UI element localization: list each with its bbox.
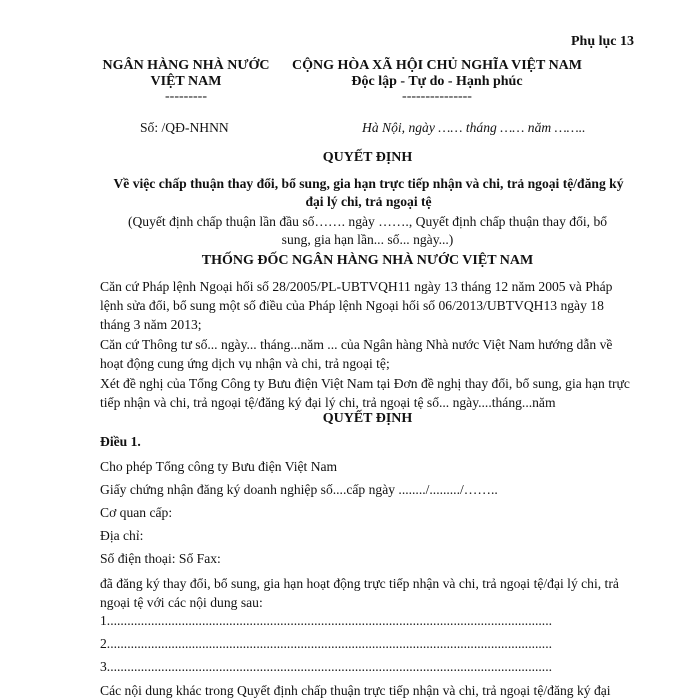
nation-divider: --------------- (402, 89, 472, 104)
decision-heading: QUYẾT ĐỊNH (322, 411, 413, 426)
subject-line-1: Về việc chấp thuận thay đổi, bổ sung, gia hạn trực tiếp nhận và chi, trả ngoại tệ/đăng ký (113, 176, 624, 191)
reference-note (100, 213, 635, 249)
legal-basis-1: Căn cứ Pháp lệnh Ngoại hối số 28/2005/PL-UBTVQH11 ngày 13 tháng 12 năm 2005 và Pháp lệnh sửa đổi, bổ sung một số điều của Pháp lệnh Ngoại hối số 06/2013/UBTVQH13 ngày 18 tháng 3 năm 2013; (100, 279, 613, 332)
business-certificate-line: Giấy chứng nhận đăng ký doanh nghiệp số....cấp ngày ......../........./…….. (100, 482, 498, 497)
issuer-divider: --------- (165, 89, 207, 104)
content-item-3: 3................................................................................................................................... (100, 659, 552, 674)
registered-content-intro: đã đăng ký thay đổi, bổ sung, gia hạn hoạt động trực tiếp nhận và chi, trả ngoại tệ/đại lý chi, trả ngoại tệ với các nội dung sau: (100, 576, 619, 610)
permit-line: Cho phép Tổng công ty Bưu điện Việt Nam (100, 459, 338, 474)
subject-line-2: đại lý chi, trả ngoại tệ (305, 194, 432, 209)
issuer-name-line2: VIỆT NAM (150, 74, 222, 89)
nation-name: CỘNG HÒA XÃ HỘI CHỦ NGHĨA VIỆT NAM (291, 58, 582, 73)
national-motto-block (282, 58, 592, 104)
reference-line-2: sung, gia hạn lần... số... ngày...) (281, 232, 454, 247)
legal-basis-3: Xét đề nghị của Tổng Công ty Bưu điện Việt Nam tại Đơn đề nghị thay đổi, bổ sung, gia hạn trực tiếp nhận và chi, trả ngoại tệ/đăng ký đại lý chi, trả ngoại tệ số... ngày....tháng...năm (100, 376, 630, 410)
reference-line-1: (Quyết định chấp thuận lần đầu số……. ngày ……., Quyết định chấp thuận thay đổi, bổ (127, 214, 608, 229)
document-title: QUYẾT ĐỊNH (322, 150, 413, 165)
legal-basis-2: Căn cứ Thông tư số... ngày... tháng...năm ... của Ngân hàng Nhà nước Việt Nam hướng dẫn về hoạt động cung ứng dịch vụ nhận và chi, trả ngoại tệ; (100, 337, 613, 371)
place-and-date: Hà Nội, ngày …… tháng …… năm …….. (362, 120, 586, 135)
content-item-2: 2................................................................................................................................... (100, 636, 552, 651)
issuing-agency-line: Cơ quan cấp: (100, 505, 173, 520)
address-line: Địa chỉ: (100, 528, 144, 543)
other-content-line: Các nội dung khác trong Quyết định chấp thuận trực tiếp nhận và chi, trả ngoại tệ/đăng ký đại (100, 683, 611, 698)
document-subject (96, 175, 641, 211)
authority-heading: THỐNG ĐỐC NGÂN HÀNG NHÀ NƯỚC VIỆT NAM (201, 253, 534, 268)
nation-motto: Độc lập - Tự do - Hạnh phúc (351, 74, 523, 89)
appendix-label: Phụ lục 13 (570, 34, 634, 49)
issuer-block (98, 58, 274, 104)
phone-fax-line: Số điện thoại: Số Fax: (100, 551, 221, 566)
content-item-1: 1................................................................................................................................... (100, 613, 552, 628)
issuer-name-line1: NGÂN HÀNG NHÀ NƯỚC (102, 58, 270, 73)
decision-number: Số: /QĐ-NHNN (140, 120, 229, 135)
article-1-heading: Điều 1. (100, 434, 141, 449)
